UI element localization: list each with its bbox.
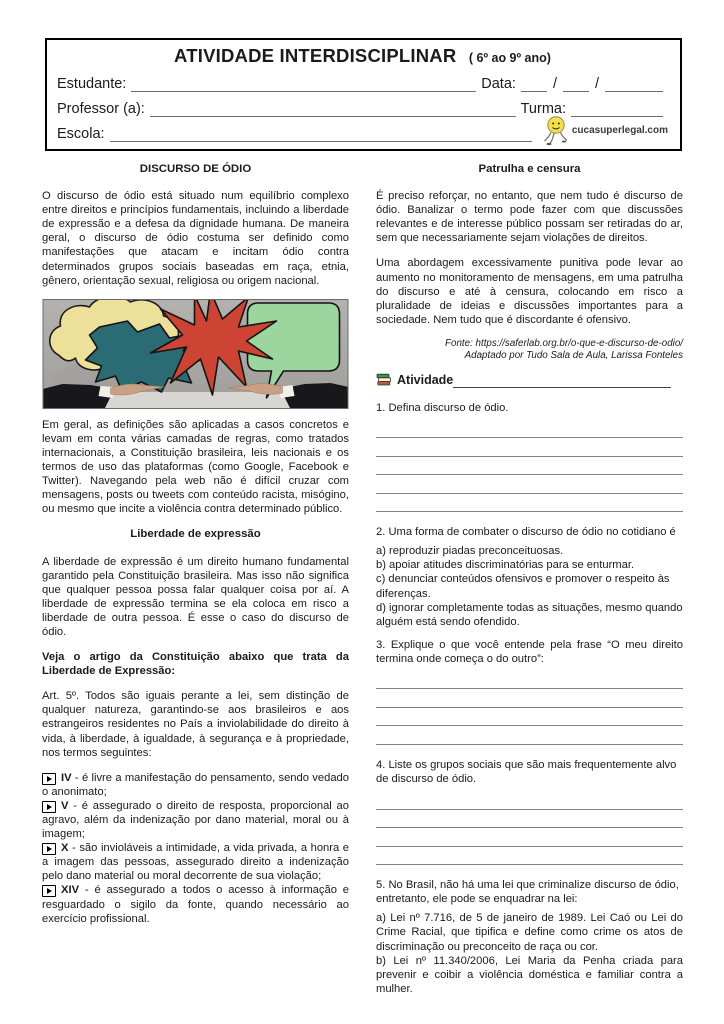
option-b: b) apoiar atitudes discriminatórias para se enturmar. <box>376 559 635 572</box>
question-5: 5. No Brasil, não há uma lei que criminalize discurso de ódio, entretanto, ele pode se enquadrar na lei: <box>376 879 679 906</box>
student-label: Estudante: <box>57 76 127 92</box>
question-5-options <box>376 911 683 996</box>
activity-blank <box>453 374 671 388</box>
play-icon <box>42 843 56 855</box>
play-icon <box>42 773 56 785</box>
teacher-blank <box>150 100 516 117</box>
answer-lines-q4 <box>376 791 683 865</box>
option-a: a) reproduzir piadas preconceituosas. <box>376 545 564 558</box>
constitution-item: XIV - é assegurado a todos o acesso à informação e resguardado o sigilo da fonte, quando necessário ao exercício profissional. <box>42 884 350 925</box>
answer-lines-q1 <box>376 420 683 513</box>
answer-line <box>376 847 683 866</box>
answer-line <box>376 438 683 457</box>
site-logo <box>543 114 668 146</box>
answer-line <box>376 475 683 494</box>
left-column <box>42 162 349 996</box>
paragraph-definitions: Em geral, as definições são aplicadas a casos concretos e levam em conta várias camadas de regras, como tratados internacionais, a Constituição brasileira, leis nacionais e os termos de uso das plataformas (como Google, Facebook e Twitter). Navegando pela web não é difícil cruzar com mensagens, posts ou tweets com conteúdo racista, misógino, ou mesmo que incite a violência contra determinado público. <box>42 418 349 516</box>
answer-line <box>376 689 683 708</box>
play-icon <box>42 885 56 897</box>
option-b: b) Lei nº 11.340/2006, Lei Maria da Penha criada para prevenir e coibir a violência doméstica e familiar contra a mulher. <box>376 954 683 995</box>
answer-line <box>376 420 683 439</box>
header-title-row <box>57 45 668 67</box>
content-columns <box>42 162 684 996</box>
activity-header <box>376 373 681 388</box>
option-c: c) denunciar conteúdos ofensivos e promover o respeito às diferenças. <box>376 573 670 600</box>
right-column <box>376 162 683 996</box>
answer-line <box>376 828 683 847</box>
question-2: 2. Uma forma de combater o discurso de ódio no cotidiano é <box>376 526 676 539</box>
option-d: d) ignorar completamente todas as situações, mesmo quando alguém está sendo ofendido. <box>376 601 683 628</box>
school-blank <box>110 125 532 142</box>
mascot-icon <box>543 114 569 146</box>
paragraph-patrol-1: É preciso reforçar, no entanto, que nem tudo é discurso de ódio. Banalizar o termo pode fazer com que discussões relevantes e de interesse público possam ser retiradas do ar, sem que necessariamente sejam violações de direitos. <box>376 190 683 245</box>
constitution-item: IV - é livre a manifestação do pensamento, sendo vedado o anonimato; <box>42 771 350 798</box>
teacher-label: Professor (a): <box>57 101 145 117</box>
header <box>45 38 682 151</box>
question-1: 1. Defina discurso de ódio. <box>376 401 509 414</box>
logo-text: cucasuperlegal.com <box>571 124 668 136</box>
date-day-blank <box>521 75 547 92</box>
student-blank <box>131 75 476 92</box>
speech-bubbles-photo <box>42 299 349 409</box>
question-2-options <box>376 544 683 629</box>
answer-line <box>376 810 683 829</box>
date-year-blank <box>605 75 663 92</box>
activity-label: Atividade <box>397 373 454 388</box>
answer-line <box>376 708 683 727</box>
answer-line <box>376 791 683 810</box>
grade-range: ( 6º ao 9º ano) <box>468 51 551 65</box>
source-url: Fonte: https://saferlab.org.br/o-que-e-discurso-de-odio/ <box>445 337 683 349</box>
page-title: ATIVIDADE INTERDISCIPLINAR <box>174 45 457 66</box>
paragraph-article-5: Art. 5º. Todos são iguais perante a lei, sem distinção de qualquer natureza, garantindo-se aos brasileiros e aos estrangeiros residentes no País a inviolabilidade do direito à vida, à liberdade, à igualdade, à segurança e à propriedade, nos termos seguintes: <box>42 690 349 759</box>
answer-line <box>376 457 683 476</box>
books-icon <box>376 373 392 388</box>
paragraph-hate-speech-intro: O discurso de ódio está situado num equilíbrio complexo entre direitos e princípios fundamentais, incluindo a liberdade de expressão e a defesa da dignidade humana. De maneira geral, o discurso de ódio costuma ser definido como manifestações que atacam e incitam ódio contra determinados grupos sociais baseadas em raça, etnia, gênero, orientação sexual, religiosa ou origem nacional. <box>42 190 349 287</box>
answer-line <box>376 671 683 690</box>
question-4: 4. Liste os grupos sociais que são mais frequentemente alvo de discurso de ódio. <box>376 758 677 786</box>
source-adaptation: Adaptado por Tudo Sala de Aula, Larissa Fonteles <box>464 350 683 362</box>
school-label: Escola: <box>57 126 105 142</box>
constitution-item: V - é assegurado o direito de resposta, proporcional ao agravo, além da indenização por dano material, moral ou à imagem; <box>42 799 350 841</box>
right-heading: Patrulha e censura <box>478 163 581 175</box>
answer-line <box>376 726 683 745</box>
source-credit <box>376 338 683 363</box>
date-label: Data: <box>481 76 516 92</box>
paragraph-patrol-2: Uma abordagem excessivamente punitiva pode levar ao aumento no monitoramento de mensagens, em uma patrulha do discurso e até à censura, colocando em risco a pluralidade de ideias e discussões importantes para a sociedade. Nem tudo que é discordante é ofensivo. <box>376 257 683 326</box>
class-label: Turma: <box>520 101 566 117</box>
paragraph-constitution-lead: Veja o artigo da Constituição abaixo que trata da Liberdade de Expressão: <box>42 651 349 678</box>
school-row <box>57 117 668 142</box>
paragraph-free-speech: A liberdade de expressão é um direito humano fundamental garantido pela Constituição brasileira. Mas isso não significa que qualquer pessoa possa falar qualquer coisa por aí. A liberdade de expressão termina se ela coloca em risco a liberdade de outra pessoa. É esse o caso do discurso de ódio. <box>42 555 349 638</box>
answer-line <box>376 494 683 513</box>
question-3: 3. Explique o que você entende pela frase “O meu direito termina onde começa o do outro”: <box>376 638 683 665</box>
date-month-blank <box>563 75 589 92</box>
student-row: Estudante: Data: / / <box>57 67 668 92</box>
constitution-item: X - são invioláveis a intimidade, a vida privada, a honra e a imagem das pessoas, assegurado direito a indenização pelo dano material ou moral decorrente de sua violação; <box>42 842 350 883</box>
left-heading-2: Liberdade de expressão <box>130 528 261 541</box>
left-heading-1: DISCURSO DE ÓDIO <box>139 163 252 175</box>
option-a: a) Lei nº 7.716, de 5 de janeiro de 1989. Lei Caó ou Lei do Crime Racial, que tipifica e define como crime os atos de discriminação ou preconceito de raça ou cor. <box>376 912 683 953</box>
answer-lines-q3 <box>376 671 683 745</box>
play-icon <box>42 801 56 813</box>
